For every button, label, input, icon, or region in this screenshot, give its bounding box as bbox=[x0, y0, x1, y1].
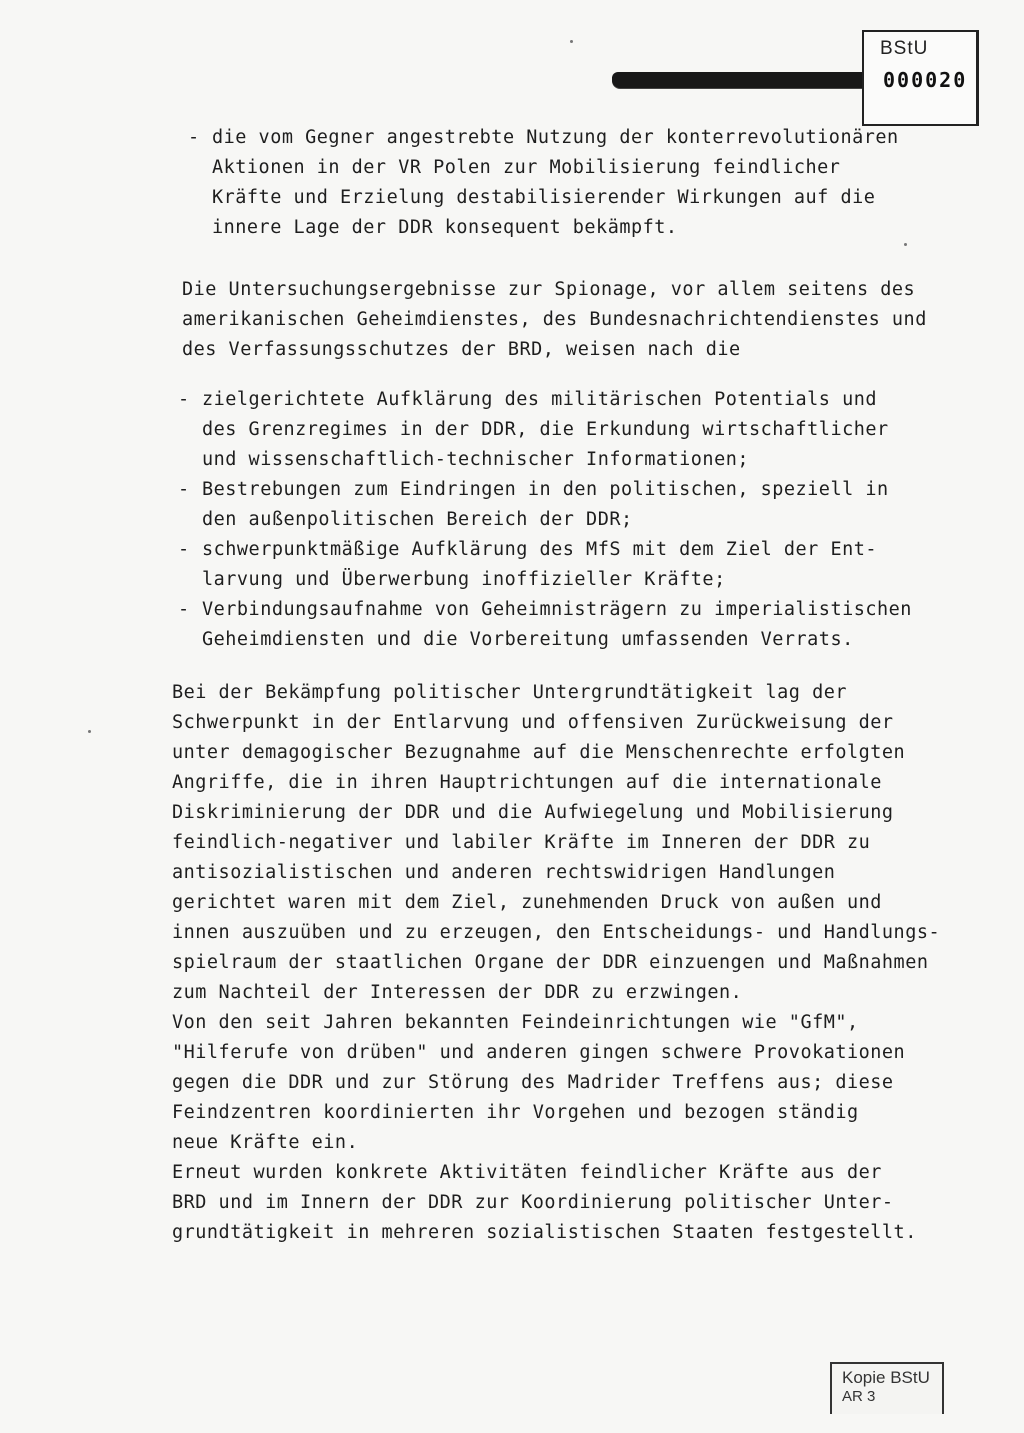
redaction-bar bbox=[612, 72, 866, 88]
text-line: Angriffe, die in ihren Hauptrichtungen auf die internationale bbox=[172, 772, 882, 793]
text-line: unter demagogischer Bezugnahme auf die Menschenrechte erfolgten bbox=[172, 742, 906, 763]
text-line: des Grenzregimes in der DDR, die Erkundung wirtschaftlicher bbox=[202, 419, 889, 440]
text-line: neue Kräfte ein. bbox=[172, 1132, 359, 1153]
text-line: den außenpolitischen Bereich der DDR; bbox=[202, 509, 633, 530]
text-line: Bei der Bekämpfung politischer Untergrundtätigkeit lag der bbox=[172, 682, 848, 703]
list-item bbox=[178, 385, 912, 475]
list-item bbox=[178, 475, 912, 535]
text-line: zum Nachteil der Interessen der DDR zu erzwingen. bbox=[172, 982, 743, 1003]
text-line: Erneut wurden konkrete Aktivitäten feindlicher Kräfte aus der bbox=[172, 1162, 882, 1183]
stamp-label: BStU bbox=[880, 38, 929, 59]
text-line: Feindzentren koordinierten ihr Vorgehen und bezogen ständig bbox=[172, 1102, 859, 1123]
text-line: und wissenschaftlich-technischer Informationen; bbox=[202, 449, 749, 470]
scan-speck bbox=[570, 40, 573, 43]
text-line: feindlich-negativer und labiler Kräfte im Inneren der DDR zu bbox=[172, 832, 871, 853]
text-line: amerikanischen Geheimdienstes, des Bundesnachrichtendienstes und bbox=[182, 309, 927, 330]
text-line: innen auszuüben und zu erzeugen, den Entscheidungs- und Handlungs- bbox=[172, 922, 941, 943]
text-line: spielraum der staatlichen Organe der DDR einzuengen und Maßnahmen bbox=[172, 952, 929, 973]
scan-speck bbox=[904, 243, 907, 246]
text-line: Geheimdiensten und die Vorbereitung umfassenden Verrats. bbox=[202, 629, 854, 650]
text-line: zielgerichtete Aufklärung des militärischen Potentials und bbox=[202, 389, 878, 410]
text-line: Von den seit Jahren bekannten Feindeinrichtungen wie "GfM", bbox=[172, 1012, 859, 1033]
scan-speck bbox=[88, 730, 91, 733]
text-line: schwerpunktmäßige Aufklärung des MfS mit dem Ziel der Ent- bbox=[202, 539, 878, 560]
bullet-dash: - bbox=[188, 127, 200, 148]
text-line: gegen die DDR und zur Störung des Madrider Treffens aus; diese bbox=[172, 1072, 894, 1093]
text-line: "Hilferufe von drüben" und anderen gingen schwere Provokationen bbox=[172, 1042, 906, 1063]
list-item bbox=[188, 123, 899, 243]
bullet-list-2 bbox=[178, 385, 912, 655]
paragraph-espionage bbox=[182, 275, 927, 365]
text-line: des Verfassungsschutzes der BRD, weisen nach die bbox=[182, 339, 741, 360]
text-line: Diskriminierung der DDR und die Aufwiegelung und Mobilisierung bbox=[172, 802, 894, 823]
text-line: Aktionen in der VR Polen zur Mobilisierung feindlicher bbox=[212, 157, 841, 178]
paragraph-underground-activity bbox=[172, 678, 940, 1248]
copy-stamp-line-1: Kopie BStU bbox=[842, 1368, 930, 1387]
bullet-dash: - bbox=[178, 539, 190, 560]
bullet-dash: - bbox=[178, 479, 190, 500]
bullet-dash: - bbox=[178, 599, 190, 620]
copy-stamp-line-2: AR 3 bbox=[842, 1388, 876, 1405]
bullet-dash: - bbox=[178, 389, 190, 410]
text-line: Bestrebungen zum Eindringen in den politischen, speziell in bbox=[202, 479, 889, 500]
copy-stamp bbox=[830, 1362, 944, 1414]
bullet-list-1 bbox=[188, 123, 899, 243]
text-line: grundtätigkeit in mehreren sozialistischen Staaten festgestellt. bbox=[172, 1222, 917, 1243]
text-line: larvung und Überwerbung inoffizieller Kräfte; bbox=[202, 569, 726, 590]
text-line: Die Untersuchungsergebnisse zur Spionage, vor allem seitens des bbox=[182, 279, 916, 300]
text-line: die vom Gegner angestrebte Nutzung der konterrevolutionären bbox=[212, 127, 899, 148]
text-line: antisozialistischen und anderen rechtswidrigen Handlungen bbox=[172, 862, 836, 883]
list-item bbox=[178, 535, 912, 595]
text-line: BRD und im Innern der DDR zur Koordinierung politischer Unter- bbox=[172, 1192, 894, 1213]
list-item bbox=[178, 595, 912, 655]
text-line: Kräfte und Erzielung destabilisierender Wirkungen auf die bbox=[212, 187, 876, 208]
text-line: Schwerpunkt in der Entlarvung und offensiven Zurückweisung der bbox=[172, 712, 894, 733]
text-line: Verbindungsaufnahme von Geheimnisträgern zu imperialistischen bbox=[202, 599, 912, 620]
document-number: 000020 bbox=[883, 68, 968, 92]
text-line: innere Lage der DDR konsequent bekämpft. bbox=[212, 217, 678, 238]
text-line: gerichtet waren mit dem Ziel, zunehmenden Druck von außen und bbox=[172, 892, 882, 913]
